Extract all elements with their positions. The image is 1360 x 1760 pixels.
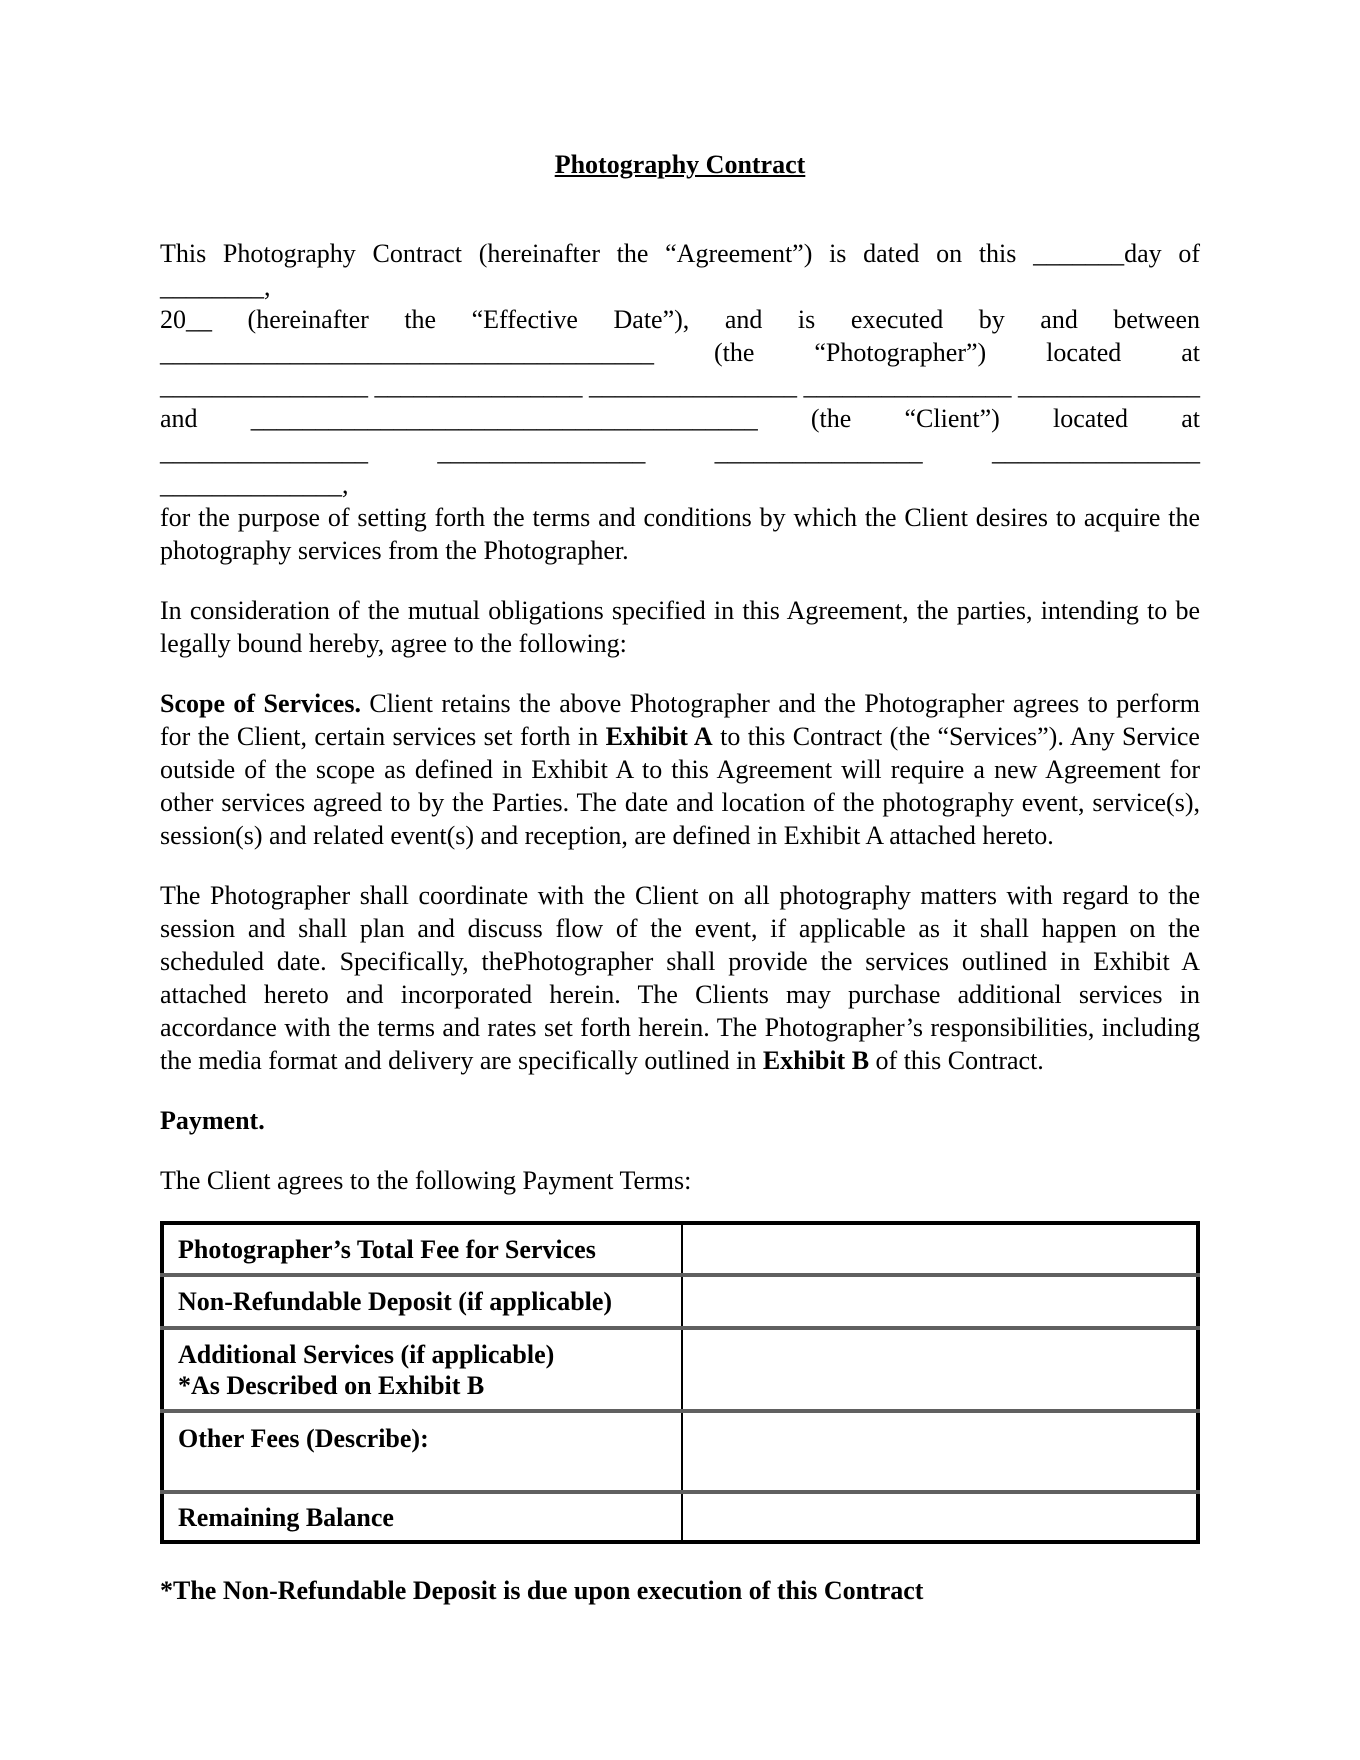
intro-line-effective-date[interactable]: 20__ (hereinafter the “Effective Date”), and is executed by and between [160,305,1200,334]
additional-services-value-cell[interactable] [682,1328,1198,1411]
table-row-deposit [162,1275,1198,1328]
intro-line-client-address-blank[interactable]: ________________ ________________ ________________ ________________ ______________, [160,437,1200,499]
additional-services-label-line2: *As Described on Exhibit B [178,1370,485,1400]
total-fee-value-cell[interactable] [682,1223,1198,1275]
total-fee-label: Photographer’s Total Fee for Services [178,1234,596,1264]
deposit-value-cell[interactable] [682,1275,1198,1328]
intro-line-photographer-blank[interactable]: ______________________________________ (the “Photographer”) located at [160,338,1200,367]
intro-line-purpose-end: photography services from the Photographer. [160,536,629,565]
scope-text-part-2: to this Contract (the “Services”). Any Service outside of the scope as defined in Exhibit A to this Agreement will require a new Agreement for other services agreed to by the Parties. The date and location of the photography event, service(s), session(s) and related event(s) and reception, are defined in Exhibit A attached hereto. [160,722,1200,850]
intro-line-client-blank[interactable]: and _______________________________________ (the “Client”) located at [160,404,1200,433]
payment-terms-intro: The Client agrees to the following Payment Terms: [160,1166,692,1195]
scope-text-part-1: Client retains the above Photographer and the Photographer agrees to perform for the Client, certain services set forth in [160,689,1200,751]
table-row-remaining-balance [162,1492,1198,1542]
intro-line-date[interactable]: This Photography Contract (hereinafter the “Agreement”) is dated on this _______day of ________, [160,239,1200,301]
remaining-balance-value-cell[interactable] [682,1492,1198,1542]
other-fees-value-cell[interactable] [682,1411,1198,1492]
scope-of-services-paragraph [160,687,1200,852]
scope-of-services-heading: Scope of Services. [160,689,361,718]
other-fees-label: Other Fees (Describe): [162,1411,682,1492]
coordination-text-part-2: of this Contract. [869,1046,1044,1075]
consideration-paragraph: In consideration of the mutual obligations specified in this Agreement, the parties, intending to be legally bound hereby, agree to the following: [160,596,1200,658]
coordination-text-part-1: The Photographer shall coordinate with the Client on all photography matters with regard to the session and shall plan and discuss flow of the event, if applicable as it shall happen on the scheduled date. Specifically, thePhotographer shall provide the services outlined in Exhibit A attached hereto and incorporated herein. The Clients may purchase additional services in accordance with the terms and rates set forth herein. The Photographer’s responsibilities, including the media format and delivery are specifically outlined in [160,881,1200,1075]
intro-line-photographer-address-blank[interactable]: ________________ ________________ ________________ ________________ ______________ [160,371,1200,400]
table-row-total-fee [162,1223,1198,1275]
payment-terms-table [160,1221,1200,1544]
additional-services-label [162,1328,682,1411]
coordination-paragraph [160,879,1200,1077]
page-title: Photography Contract [554,150,806,179]
intro-paragraph [160,237,1200,567]
deposit-label: Non-Refundable Deposit (if applicable) [162,1275,682,1328]
payment-heading: Payment. [160,1106,265,1135]
intro-line-purpose: for the purpose of setting forth the terms and conditions by which the Client desires to acquire the [160,503,1200,532]
deposit-footnote: *The Non-Refundable Deposit is due upon execution of this Contract [160,1576,924,1605]
additional-services-label-line1: Additional Services (if applicable) [178,1339,555,1369]
exhibit-b-reference: Exhibit B [762,1046,870,1075]
exhibit-a-reference: Exhibit A [605,722,713,751]
table-row-additional-services [162,1328,1198,1411]
remaining-balance-label: Remaining Balance [162,1492,682,1542]
table-row-other-fees [162,1411,1198,1492]
